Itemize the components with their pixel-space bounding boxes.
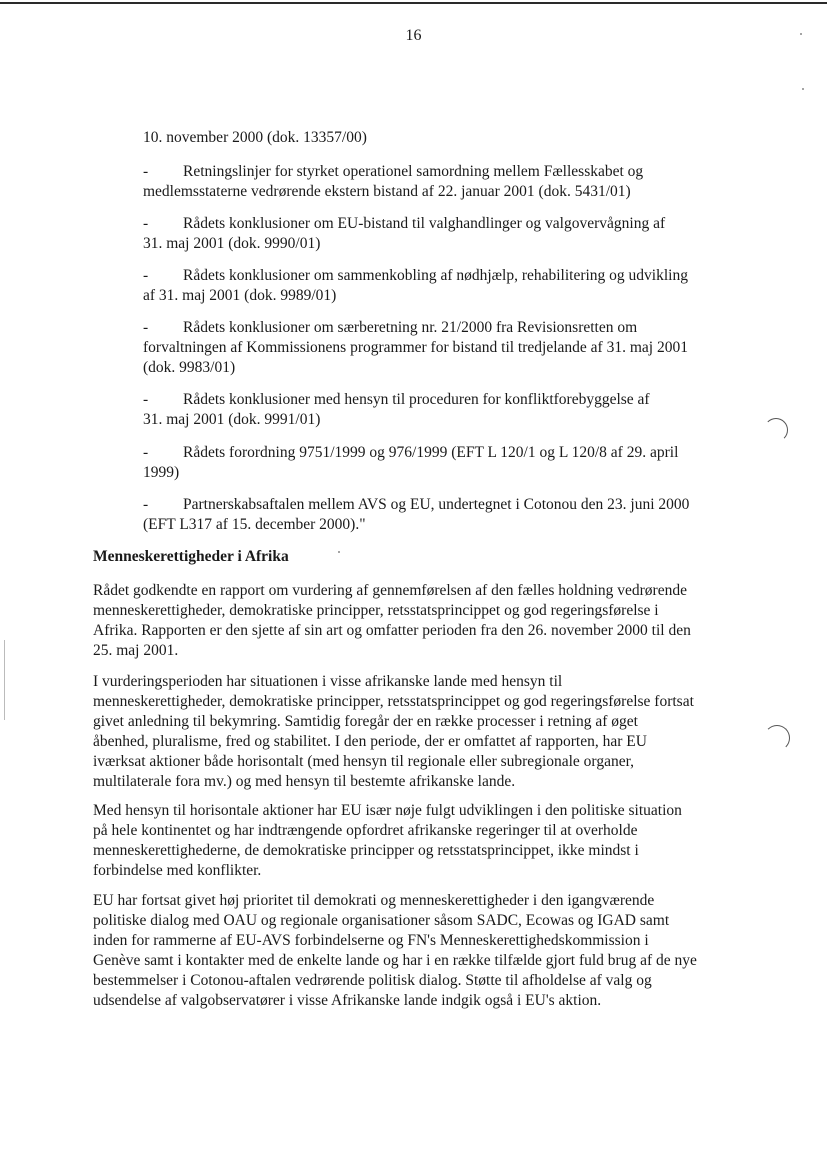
bullet-dash: - xyxy=(143,496,149,513)
top-border-rule xyxy=(0,2,827,4)
bullet-item: - Rådets konklusioner med hensyn til proceduren for konfliktforebyggelse af 31. maj 2001 (dok. 9991/01) xyxy=(143,391,650,428)
paragraph: Med hensyn til horisontale aktioner har EU især nøje fulgt udviklingen i den politiske situation på hele kontinentet og har indtrængende opfordret afrikanske regeringer til at overholde menneskerettighederne, de demokratiske principper og retsstatsprincippet, ikke mindst i forbindelse med konflikter. xyxy=(93,802,682,879)
scan-speck xyxy=(800,33,802,35)
bullet-item: - Retningslinjer for styrket operationel samordning mellem Fællesskabet og medlemsstaterne vedrørende ekstern bistand af 22. januar 2001 (dok. 5431/01) xyxy=(143,163,644,200)
bullet-item: - Rådets konklusioner om EU-bistand til valghandlinger og valgovervågning af 31. maj 2001 (dok. 9990/01) xyxy=(143,215,666,252)
scan-edge-line xyxy=(4,640,5,720)
section-heading: Menneskerettigheder i Afrika xyxy=(93,548,289,565)
bullet-dash: - xyxy=(143,163,149,180)
bullet-dash: - xyxy=(143,319,149,336)
bullet-dash: - xyxy=(143,444,149,461)
paragraph: EU har fortsat givet høj prioritet til demokrati og menneskerettigheder i den igangværende politiske dialog med OAU og regionale organisationer såsom SADC, Ecowas og IGAD samt inden for rammerne af EU-AVS forbindelserne og FN's Menneskerettighedskommission i Genève samt i kontakter med de enkelte lande og har i en række tilfælde gjort fuld brug af de nye bestemmelser i Cotonou-aftalen vedrørende politisk dialog. Støtte til afholdelse af valg og udsendelse af valgobservatører i visse Afrikanske lande indgik også i EU's aktion. xyxy=(93,892,697,1009)
bullet-item: - Rådets konklusioner om sammenkobling af nødhjælp, rehabilitering og udvikling af 31. maj 2001 (dok. 9989/01) xyxy=(143,267,688,304)
bullet-dash: - xyxy=(143,391,149,408)
bullet-item: - Rådets forordning 9751/1999 og 976/1999 (EFT L 120/1 og L 120/8 af 29. april 1999) xyxy=(143,444,679,481)
page-number: 16 xyxy=(405,27,422,44)
paragraph: Rådet godkendte en rapport om vurdering af gennemførelsen af den fælles holdning vedrørende menneskerettigheder, demokratiske principper, retsstatsprincippet og god regeringsførelse i Afrika. Rapporten er den sjette af sin art og omfatter perioden fra den 26. november 2000 til den 25. maj 2001. xyxy=(93,582,691,659)
intro-line: 10. november 2000 (dok. 13357/00) xyxy=(143,129,367,146)
bullet-dash: - xyxy=(143,215,149,232)
bullet-dash: - xyxy=(143,267,149,284)
scan-speck xyxy=(802,88,804,90)
margin-punch-mark xyxy=(764,725,790,751)
paragraph: I vurderingsperioden har situationen i visse afrikanske lande med hensyn til menneskerettigheder, demokratiske principper, retsstatsprincippet og god regeringsførelse fortsat givet anledning til bekymring. Samtidig foregår der en række processer i retning af øget åbenhed, pluralisme, fred og stabilitet. I den periode, der er omfattet af rapporten, har EU iværksat aktioner både horisontalt (med hensyn til regionale eller subregionale organer, multilaterale fora mv.) og med hensyn til bestemte afrikanske lande. xyxy=(93,673,694,790)
bullet-item: - Rådets konklusioner om særberetning nr. 21/2000 fra Revisionsretten om forvaltningen af Kommissionens programmer for bistand til tredjelande af 31. maj 2001 (dok. 9983/01) xyxy=(143,319,688,376)
margin-punch-mark xyxy=(764,418,788,442)
bullet-item: - Partnerskabsaftalen mellem AVS og EU, undertegnet i Cotonou den 23. juni 2000 (EFT L317 af 15. december 2000)." xyxy=(143,496,690,533)
scan-speck xyxy=(338,551,340,553)
